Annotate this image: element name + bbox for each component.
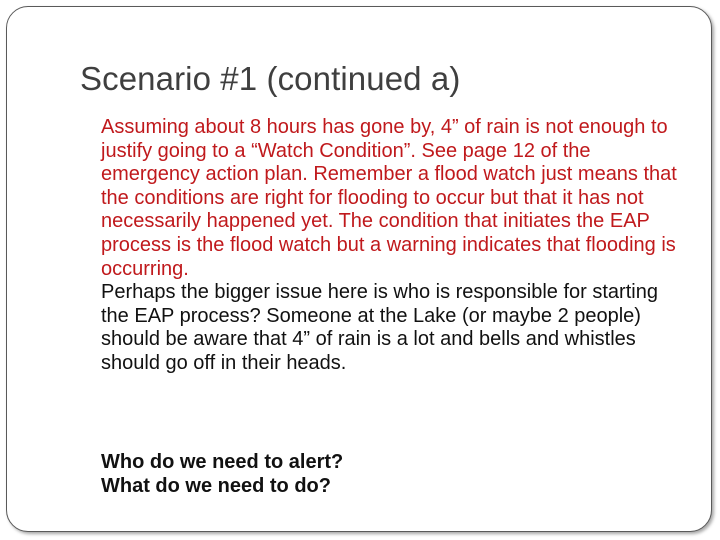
responsibility-paragraph: Perhaps the bigger issue here is who is responsible for starting the EAP process? Someone at the Lake (or maybe 2 people) should be aware that 4” of rain is a lot and bells and whistles should go off in their heads. [101,281,658,374]
slide-title: Scenario #1 (continued a) [80,60,461,97]
question-list [101,450,343,498]
slide-body [101,116,691,376]
question-alert: Who do we need to alert? [101,451,344,473]
question-action: What do we need to do? [101,475,331,497]
explanation-paragraph: Assuming about 8 hours has gone by, 4” of rain is not enough to justify going to a “Watch Condition”. See page 12 of the emergency action plan. Remember a flood watch just means that the conditions are right for flooding to occur but that it has not necessarily happened yet. The condition that initiates the EAP process is the flood watch but a warning indicates that flooding is occurring. [101,116,677,280]
